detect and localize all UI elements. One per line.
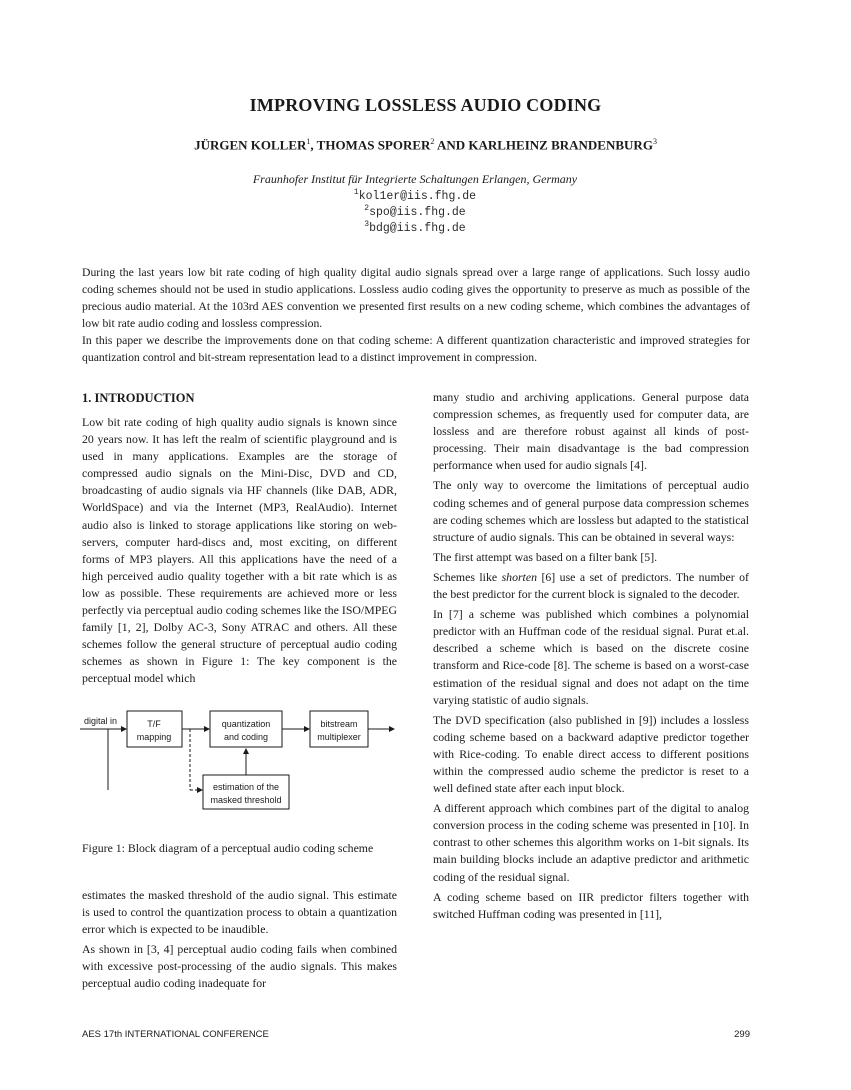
figure-caption: Figure 1: Block diagram of a perceptual audio coding scheme: [82, 841, 374, 855]
author-brandenburg: KARLHEINZ BRANDENBURG: [468, 137, 653, 153]
tf-mapping-label-2: mapping: [136, 732, 172, 742]
multiplexer-label-1: bitstream: [320, 719, 358, 729]
footer-conference: AES 17th INTERNATIONAL CONFERENCE: [82, 1029, 269, 1040]
author-separator: ,: [310, 137, 317, 153]
quantization-label-2: and coding: [223, 732, 269, 742]
text-run: Schemes like: [433, 569, 502, 584]
email-sup: 1: [353, 188, 359, 197]
affiliation: Fraunhofer Institut für Integrierte Schaltungen Erlangen, Germany: [252, 172, 578, 186]
email-sup: 2: [364, 204, 370, 213]
body-paragraph: As shown in [3, 4] perceptual audio coding fails when combined with excessive post-processing of the audio signals. This makes perceptual audio coding inadequate for: [82, 942, 397, 991]
section-heading: 1. INTRODUCTION: [82, 391, 195, 405]
abstract-paragraph: During the last years low bit rate coding of high quality digital audio signals spread over a large range of applications. Such lossy audio coding schemes should not be used in studio applications. Lossless audio coding gives the opportunity to preserve as much as possible of the precious audio material. At the 103rd AES convention we presented first results on a new coding scheme, which combines the advantages of low bit rate audio coding and lossless compression.: [82, 266, 750, 330]
multiplexer-label-2: multiplexer: [317, 732, 361, 742]
body-paragraph: The only way to overcome the limitations of perceptual audio coding schemes and of general purpose data compression schemes are coding schemes which are lossless but adapted to the statistical structure of audio signals. This can be obtained in several ways:: [433, 478, 749, 544]
email-sporer: [0, 204, 830, 219]
body-paragraph: In [7] a scheme was published which combines a polynomial predictor with an Huffman code of the residual signal. Purat et.al. described a scheme which is based on the discrete cosine transform and Rice-code [8]. The scheme is based on a worst-case estimation of the residual signal and does not adapt on the time varying statistic of audio signals.: [433, 607, 749, 707]
emphasis-shorten: shorten: [501, 569, 537, 584]
body-paragraph: The DVD specification (also published in [9]) includes a lossless coding scheme based on a backward adaptive predictor together with Rice-coding. To enable direct access to different positions within the compressed audio scheme the predictor is reset to a well defined state after each input block.: [433, 712, 749, 796]
author-list: [0, 137, 851, 153]
paper-title: IMPROVING LOSSLESS AUDIO CODING: [249, 95, 602, 115]
page-number: 299: [734, 1029, 750, 1040]
figure-block-diagram: [80, 705, 400, 820]
body-paragraph: A coding scheme based on IIR predictor filters together with switched Huffman coding was presented in [11],: [433, 889, 749, 921]
author-sporer-sup: 2: [430, 137, 435, 146]
left-column-bottom: [82, 887, 397, 996]
quantization-label-1: quantization: [221, 719, 271, 729]
input-label: digital in: [84, 716, 118, 726]
estimation-label-1: estimation of the: [212, 782, 280, 792]
author-sporer: THOMAS SPORER: [316, 137, 431, 153]
email-address: kol1er@iis.fhg.de: [358, 189, 477, 203]
tf-mapping-label-1: T/F: [147, 719, 161, 729]
email-address: spo@iis.fhg.de: [369, 205, 466, 219]
email-brandenburg: [0, 220, 830, 235]
body-paragraph: many studio and archiving applications. General purpose data compression schemes, as frequently used for computer data, are lossless and are therefore robust against all kinds of post-processing. Their main disadvantage is the bad compression performance when used for audio signals [4].: [433, 390, 749, 473]
body-paragraph: A different approach which combines part of the digital to analog conversion process in the coding scheme was presented in [10]. In contrast to other schemes this algorithm works on 1-bit signals. Its main building blocks include an adaptive predictor and arithmetic coding of the residual signal.: [433, 801, 749, 884]
email-sup: 3: [364, 220, 370, 229]
left-column-top: [82, 414, 397, 691]
author-brandenburg-sup: 3: [652, 137, 657, 146]
abstract: [82, 264, 750, 366]
author-separator: AND: [434, 137, 469, 153]
author-koller: JÜRGEN KOLLER: [194, 137, 307, 153]
text-run: [6] use a set of predictors. The number of the best predictor for the current block is signaled to the decoder.: [433, 569, 749, 602]
right-column: [433, 389, 749, 926]
estimation-label-2: masked threshold: [210, 795, 282, 805]
email-koller: [0, 188, 830, 203]
email-address: bdg@iis.fhg.de: [369, 221, 466, 235]
body-paragraph: The first attempt was based on a filter bank [5].: [433, 549, 658, 564]
body-paragraph: [433, 569, 749, 603]
block-diagram-svg: [80, 705, 400, 815]
body-paragraph: Low bit rate coding of high quality audio signals is known since 20 years now. It has left the realm of scientific playground and is used in many applications. Examples are the storage of compressed audio signals on the Mini-Disc, DVD and CD, broadcasting of audio signals via HF channels (like DAB, ADR, WorldSpace) and via the Internet (MP3, RealAudio). Internet audio also is linked to storage applications like storing on web-servers, computer hard-discs and, most exciting, on different forms of MP3 players. All this applications have the need of a high perceived audio quality together with a bit rate which is as low as possible. These requirements are achieved more or less perfectly via perceptual audio coding schemes like the ISO/MPEG family [1, 2], Dolby AC-3, Sony ATRAC and others. All these schemes follow the general structure of perceptual audio coding schemes as shown in Figure 1: The key component is the perceptual model which: [82, 415, 397, 686]
author-koller-sup: 1: [306, 137, 311, 146]
abstract-paragraph: In this paper we describe the improvements done on that coding scheme: A different quantization characteristic and improved strategies for quantization control and bit-stream representation lead to a distinct improvement in compression.: [82, 334, 750, 364]
body-paragraph: estimates the masked threshold of the audio signal. This estimate is used to control the quantization process to obtain a quantization error which is expected to be inaudible.: [82, 888, 397, 937]
